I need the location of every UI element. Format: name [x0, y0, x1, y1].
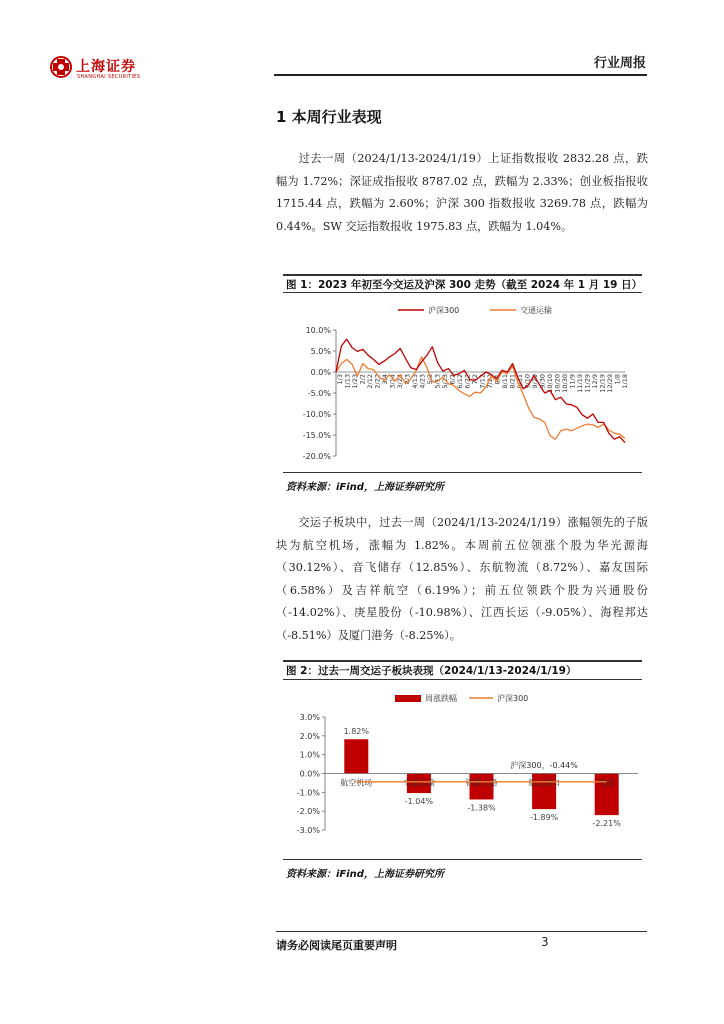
figure-divider — [283, 472, 642, 473]
x-tick-label: 5/23 — [441, 374, 449, 389]
y-tick-label: 1.0% — [299, 750, 320, 760]
x-tick-label: 1/18 — [621, 374, 629, 389]
x-tick-label: 6/12 — [456, 374, 464, 389]
footer-divider — [276, 931, 647, 932]
series-line — [336, 357, 625, 439]
bar — [344, 739, 368, 773]
paragraph-text: 过去一周（2024/1/13-2024/1/19）上证指数报收 2832.28 点，跌幅为 1.72%；深证成指报收 8787.02 点，跌幅为 2.33%；创业板指报收 1715.44 点，跌幅为 2.60%；沪深 300 指数报收 3269.78 点，跌幅为 0.44%。SW 交运指数报收 1975.83 点，跌幅为 1.04%。 — [276, 152, 648, 233]
x-tick-label: 10/20 — [553, 374, 562, 393]
figure2-title: 图 2：过去一周交运子板块表现（2024/1/13-2024/1/19） — [286, 665, 577, 677]
x-tick-label: 2/2 — [358, 374, 367, 385]
y-tick-label: 3.0% — [299, 713, 320, 722]
report-type: 行业周报 — [593, 56, 646, 71]
x-tick-label: 10/30 — [561, 374, 569, 393]
x-tick-label: 11/9 — [568, 374, 577, 389]
x-tick-label: 7/22 — [486, 374, 494, 389]
x-tick-label: 10/10 — [546, 374, 554, 393]
x-tick-label: 4/3 — [403, 374, 412, 385]
legend-label: 周涨跌幅 — [425, 694, 457, 703]
figure1-source: 资料来源：iFind，上海证券研究所 — [286, 482, 444, 493]
y-tick-label: -2.0% — [296, 807, 320, 817]
legend-label: 沪深300 — [428, 306, 460, 315]
y-tick-label: -20.0% — [302, 452, 331, 461]
category-label: 铁路公路 — [465, 778, 498, 788]
x-tick-label: 4/13 — [411, 374, 419, 389]
legend-swatch — [395, 695, 421, 702]
section-title: 1 本周行业表现 — [276, 108, 382, 126]
x-tick-label: 1/13 — [343, 374, 352, 389]
figure-top-divider — [283, 660, 642, 662]
page-number: 3 — [541, 935, 549, 949]
data-label: -1.38% — [467, 803, 496, 813]
header-divider — [274, 74, 647, 76]
paragraph-text: 交运子板块中，过去一周（2024/1/13-2024/1/19）涨幅领先的子版块为航空机场，涨幅为 1.82%。本周前五位领涨个股为华光源海（30.12%）、音飞储存（12.85%）、东航物流（8.72%）、嘉友国际（6.58%）及吉祥航空（6.19%）；前五位领跌个股为兴通股份（-14.02%）、庚星股份（-10.98%）、江西长运（-9.05%）、海程邦达（-8.51%）及厦门港务（-8.25%）。 — [276, 516, 648, 642]
x-tick-label: 12/19 — [598, 374, 607, 393]
logo-subtext: SHANGHAI SECURITIES — [77, 74, 141, 80]
y-tick-label: -3.0% — [296, 826, 320, 835]
figure-divider — [283, 859, 642, 860]
y-tick-label: 5.0% — [310, 347, 331, 356]
x-tick-label: 8/31 — [516, 374, 524, 389]
data-label: -1.04% — [404, 797, 434, 807]
x-tick-label: 9/10 — [523, 374, 532, 389]
x-tick-label: 8/11 — [501, 374, 509, 389]
x-tick-label: 3/4 — [381, 374, 389, 385]
y-tick-label: 10.0% — [305, 326, 331, 335]
footer-disclaimer: 请务必阅读尾页重要声明 — [276, 939, 397, 952]
data-label: 1.82% — [343, 727, 370, 737]
x-tick-label: 2/22 — [373, 374, 382, 389]
legend-label: 沪深300 — [497, 694, 529, 703]
line-chart — [283, 296, 643, 468]
data-label: -1.89% — [529, 813, 559, 823]
x-tick-label: 2/12 — [366, 374, 374, 389]
x-tick-label: 11/19 — [576, 374, 584, 393]
x-tick-label: 8/21 — [508, 374, 517, 389]
x-tick-label: 1/8 — [613, 374, 622, 385]
y-tick-label: -1.0% — [296, 788, 320, 798]
category-label: 航空机场 — [340, 778, 373, 788]
x-tick-label: 8/1 — [493, 374, 502, 385]
data-label: -2.21% — [592, 819, 621, 829]
x-tick-label: 11/29 — [583, 374, 592, 393]
y-tick-label: -10.0% — [302, 410, 331, 419]
paragraph-market-summary — [276, 148, 648, 238]
figure-top-divider — [283, 274, 642, 276]
category-label: 航运港口 — [528, 778, 561, 788]
figure1-title: 图 1：2023 年初至今交运及沪深 300 走势（截至 2024 年 1 月 19 日） — [286, 279, 643, 291]
figure-divider — [283, 679, 642, 680]
x-tick-label: 7/12 — [478, 374, 487, 389]
x-tick-label: 3/24 — [396, 374, 404, 389]
logo-text: 上海证券 — [76, 59, 136, 75]
bar-chart — [283, 684, 643, 854]
category-label: 交通运输 — [402, 778, 435, 788]
x-tick-label: 6/2 — [448, 374, 457, 385]
logo-mark-icon — [50, 56, 72, 78]
x-tick-label: 4/23 — [418, 374, 427, 389]
x-tick-label: 3/14 — [388, 374, 397, 389]
legend-label: 交通运输 — [520, 306, 552, 315]
x-tick-label: 1/23 — [351, 374, 359, 389]
y-tick-label: 0.0% — [310, 368, 331, 377]
x-tick-label: 9/30 — [538, 374, 547, 389]
reference-annotation: 沪深300，-0.44% — [510, 760, 578, 770]
x-tick-label: 12/9 — [591, 374, 599, 389]
y-tick-label: -5.0% — [307, 389, 331, 398]
y-tick-label: 0.0% — [299, 769, 320, 779]
category-label: 物流 — [598, 778, 615, 788]
x-tick-label: 12/29 — [606, 374, 614, 393]
figure-divider — [283, 292, 642, 293]
x-tick-label: 6/22 — [463, 374, 472, 389]
x-tick-label: 7/2 — [471, 374, 479, 385]
x-tick-label: 1/3 — [336, 374, 344, 385]
x-tick-label: 5/13 — [433, 374, 442, 389]
figure2-source: 资料来源：iFind，上海证券研究所 — [286, 869, 444, 880]
x-tick-label: 9/20 — [531, 374, 539, 389]
x-tick-label: 5/3 — [426, 374, 434, 385]
company-logo — [50, 52, 160, 82]
paragraph-sector-summary — [276, 512, 648, 647]
y-tick-label: -15.0% — [302, 431, 331, 440]
y-tick-label: 2.0% — [299, 731, 320, 741]
